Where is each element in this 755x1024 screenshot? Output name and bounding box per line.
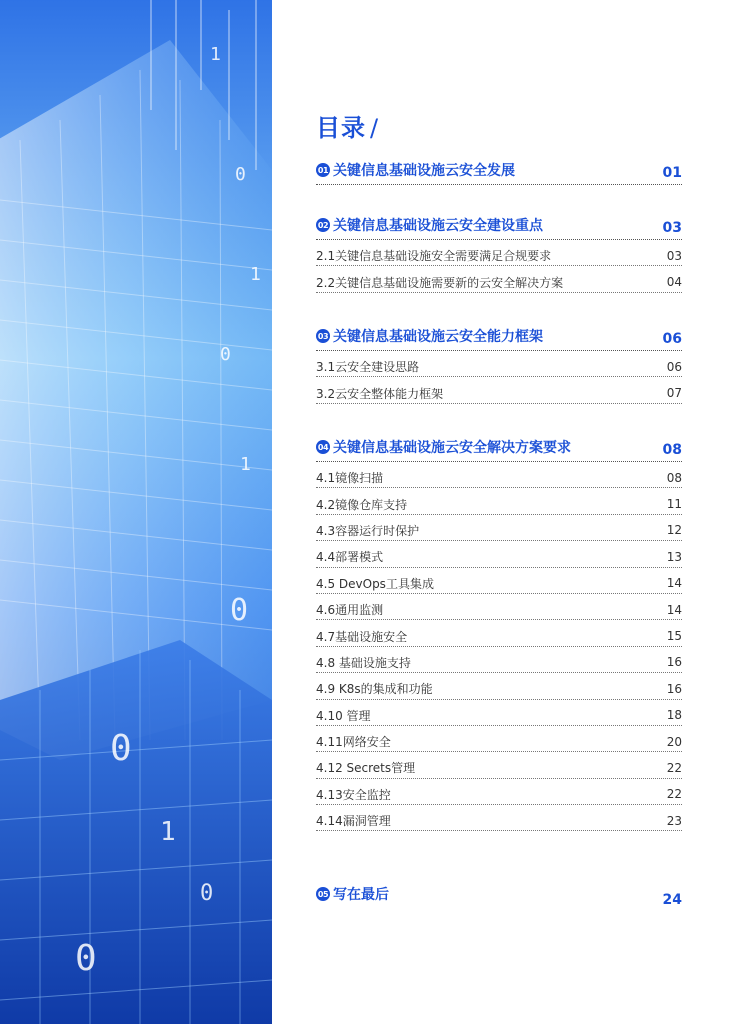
subitem-title: 4.10 管理 bbox=[316, 708, 371, 723]
section-title: 写在最后 bbox=[333, 887, 389, 903]
toc-section-4[interactable] bbox=[316, 435, 682, 831]
cover-image bbox=[0, 0, 272, 1024]
subitem-page: 03 bbox=[666, 248, 682, 263]
subitem-title: 4.14漏洞管理 bbox=[316, 814, 391, 829]
subitem-title: 3.1云安全建设思路 bbox=[316, 360, 420, 375]
toc-subitem[interactable] bbox=[316, 594, 682, 620]
subitem-page: 07 bbox=[666, 386, 682, 401]
subitem-page: 08 bbox=[666, 470, 682, 485]
toc-subitem[interactable] bbox=[316, 647, 682, 673]
subitem-title: 4.13安全监控 bbox=[316, 787, 391, 802]
toc-subitem[interactable] bbox=[316, 351, 682, 377]
section-title: 关键信息基础设施云安全建设重点 bbox=[333, 218, 543, 234]
section-page: 24 bbox=[662, 892, 682, 908]
subitem-title: 4.1镜像扫描 bbox=[316, 471, 384, 486]
table-of-contents bbox=[316, 0, 682, 1024]
skyscraper-illustration bbox=[0, 0, 272, 1024]
subitem-page: 18 bbox=[666, 708, 682, 723]
toc-subitem[interactable] bbox=[316, 805, 682, 831]
subitem-title: 2.2关键信息基础设施需要新的云安全解决方案 bbox=[316, 275, 564, 290]
toc-subitem[interactable] bbox=[316, 488, 682, 514]
toc-title: 目录 / bbox=[316, 114, 380, 142]
subitem-title: 4.4部署模式 bbox=[316, 550, 384, 565]
svg-text:0: 0 bbox=[200, 881, 214, 906]
subitem-title: 4.11网络安全 bbox=[316, 735, 391, 750]
subitem-page: 20 bbox=[666, 734, 682, 749]
subitem-title: 4.7基础设施安全 bbox=[316, 629, 408, 644]
toc-subitem[interactable] bbox=[316, 515, 682, 541]
toc-subitem[interactable] bbox=[316, 673, 682, 699]
toc-subitem[interactable] bbox=[316, 779, 682, 805]
toc-subitem[interactable] bbox=[316, 620, 682, 646]
toc-subitem[interactable] bbox=[316, 266, 682, 292]
subitem-page: 14 bbox=[666, 602, 682, 617]
toc-subitem[interactable] bbox=[316, 568, 682, 594]
subitem-page: 13 bbox=[666, 549, 682, 564]
subitem-page: 22 bbox=[666, 760, 682, 775]
section-number-badge: 04 bbox=[316, 440, 330, 454]
section-number-badge: 01 bbox=[316, 163, 330, 177]
svg-text:0: 0 bbox=[230, 593, 249, 628]
toc-section-3[interactable] bbox=[316, 324, 682, 404]
subitem-page: 22 bbox=[666, 787, 682, 802]
subitem-title: 4.3容器运行时保护 bbox=[316, 523, 420, 538]
svg-text:0: 0 bbox=[220, 344, 231, 365]
section-title: 关键信息基础设施云安全发展 bbox=[333, 163, 515, 179]
subitem-title: 4.8 基础设施支持 bbox=[316, 655, 411, 670]
section-title: 关键信息基础设施云安全解决方案要求 bbox=[333, 440, 571, 456]
svg-text:1: 1 bbox=[160, 817, 176, 847]
section-page: 06 bbox=[662, 331, 682, 347]
subitem-page: 16 bbox=[666, 655, 682, 670]
section-page: 08 bbox=[662, 442, 682, 458]
subitem-page: 14 bbox=[666, 576, 682, 591]
svg-text:1: 1 bbox=[250, 264, 261, 285]
toc-subitem[interactable] bbox=[316, 240, 682, 266]
subitem-page: 12 bbox=[666, 523, 682, 538]
section-number-badge: 05 bbox=[316, 887, 330, 901]
toc-section-2[interactable] bbox=[316, 213, 682, 293]
svg-text:1: 1 bbox=[210, 44, 221, 65]
subitem-page: 23 bbox=[666, 813, 682, 828]
subitem-title: 2.1关键信息基础设施安全需要满足合规要求 bbox=[316, 249, 552, 264]
toc-subitem[interactable] bbox=[316, 541, 682, 567]
section-number-badge: 02 bbox=[316, 218, 330, 232]
subitem-title: 4.12 Secrets管理 bbox=[316, 761, 416, 776]
toc-subitem[interactable] bbox=[316, 700, 682, 726]
subitem-title: 4.2镜像仓库支持 bbox=[316, 497, 408, 512]
svg-text:0: 0 bbox=[110, 728, 132, 769]
subitem-title: 3.2云安全整体能力框架 bbox=[316, 386, 444, 401]
svg-text:1: 1 bbox=[240, 454, 251, 475]
toc-subitem[interactable] bbox=[316, 462, 682, 488]
toc-subitem[interactable] bbox=[316, 726, 682, 752]
section-number-badge: 03 bbox=[316, 329, 330, 343]
toc-section-5[interactable] bbox=[316, 882, 682, 908]
toc-subitem[interactable] bbox=[316, 377, 682, 403]
subitem-page: 11 bbox=[666, 497, 682, 512]
toc-subitem[interactable] bbox=[316, 752, 682, 778]
subitem-title: 4.9 K8s的集成和功能 bbox=[316, 682, 433, 697]
svg-text:0: 0 bbox=[75, 938, 97, 979]
toc-title-slash: / bbox=[370, 114, 380, 142]
section-page: 03 bbox=[662, 220, 682, 236]
svg-text:0: 0 bbox=[235, 164, 246, 185]
subitem-page: 16 bbox=[666, 681, 682, 696]
toc-section-1[interactable] bbox=[316, 158, 682, 185]
section-page: 01 bbox=[662, 165, 682, 181]
subitem-page: 15 bbox=[666, 629, 682, 644]
subitem-page: 06 bbox=[666, 359, 682, 374]
subitem-title: 4.6通用监测 bbox=[316, 603, 384, 618]
section-title: 关键信息基础设施云安全能力框架 bbox=[333, 329, 543, 345]
subitem-page: 04 bbox=[666, 275, 682, 290]
subitem-title: 4.5 DevOps工具集成 bbox=[316, 576, 434, 591]
